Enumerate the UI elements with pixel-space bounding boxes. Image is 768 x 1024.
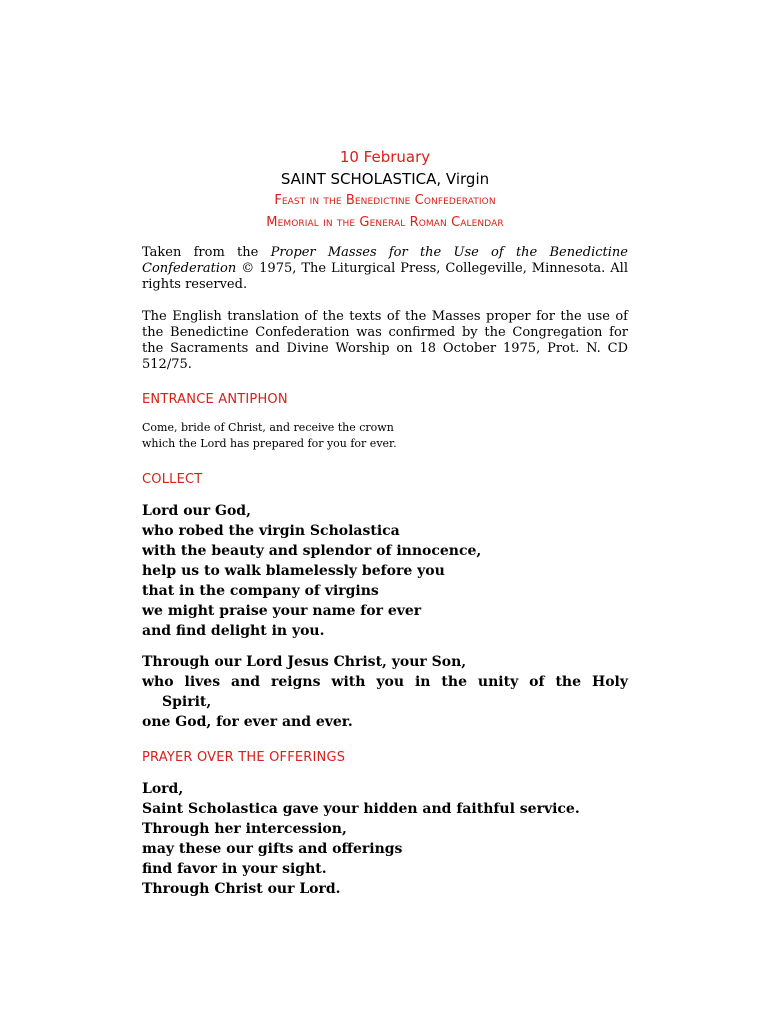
entrance-antiphon-heading: ENTRANCE ANTIPHON	[142, 392, 288, 407]
feast-date: 10 February	[339, 148, 431, 166]
collect-line: Through our Lord Jesus Christ, your Son,	[142, 654, 467, 670]
collect-line: who robed the virgin Scholastica	[142, 523, 400, 539]
source-suffix: © 1975, The Liturgical Press, Collegeville, Minnesota. All rights reserved.	[142, 261, 628, 292]
collect-stanza-1	[142, 501, 628, 641]
source-book-title: Proper Masses for the Use of the Benedictine Confederation	[142, 245, 629, 276]
offerings-line: Through her intercession,	[142, 821, 347, 837]
collect-line: and find delight in you.	[142, 623, 325, 639]
offerings-line: may these our gifts and offerings	[142, 841, 403, 857]
collect-line: help us to walk blamelessly before you	[142, 563, 445, 579]
offerings-heading: PRAYER OVER THE OFFERINGS	[142, 750, 346, 765]
translation-note: The English translation of the texts of the Masses proper for the use of the Benedictine Confederation was confirmed by the Congregation for the Sacraments and Divine Worship on 18 October 1975, Prot. N. CD 512/75.	[142, 309, 628, 372]
source-prefix: Taken from the	[142, 245, 271, 260]
collect-line: Lord our God,	[142, 503, 251, 519]
offerings-line: find favor in your sight.	[142, 861, 327, 877]
collect-heading: COLLECT	[142, 472, 203, 487]
collect-stanza-2	[142, 652, 628, 732]
offerings-line: Lord,	[142, 781, 184, 797]
collect-line: we might praise your name for ever	[142, 603, 422, 619]
antiphon-line: which the Lord has prepared for you for ever.	[142, 437, 397, 450]
collect-line: who lives and reigns with you in the unity of the Holy	[142, 674, 628, 690]
collect-line: Spirit,	[162, 694, 212, 710]
offerings-line: Saint Scholastica gave your hidden and faithful service.	[142, 801, 580, 817]
rank-line-2: Memorial in the General Roman Calendar	[266, 215, 504, 230]
source-citation	[142, 245, 628, 293]
rank-line-1: Feast in the Benedictine Confederation	[274, 193, 496, 208]
document-page	[142, 146, 628, 899]
entrance-antiphon-text	[142, 420, 628, 452]
antiphon-line: Come, bride of Christ, and receive the crown	[142, 421, 394, 434]
offerings-line: Through Christ our Lord.	[142, 881, 341, 897]
saint-title: SAINT SCHOLASTICA, Virgin	[280, 170, 490, 188]
collect-line: that in the company of virgins	[142, 583, 379, 599]
offerings-prayer	[142, 779, 628, 899]
collect-line: one God, for ever and ever.	[142, 714, 353, 730]
collect-line: with the beauty and splendor of innocence,	[142, 543, 482, 559]
